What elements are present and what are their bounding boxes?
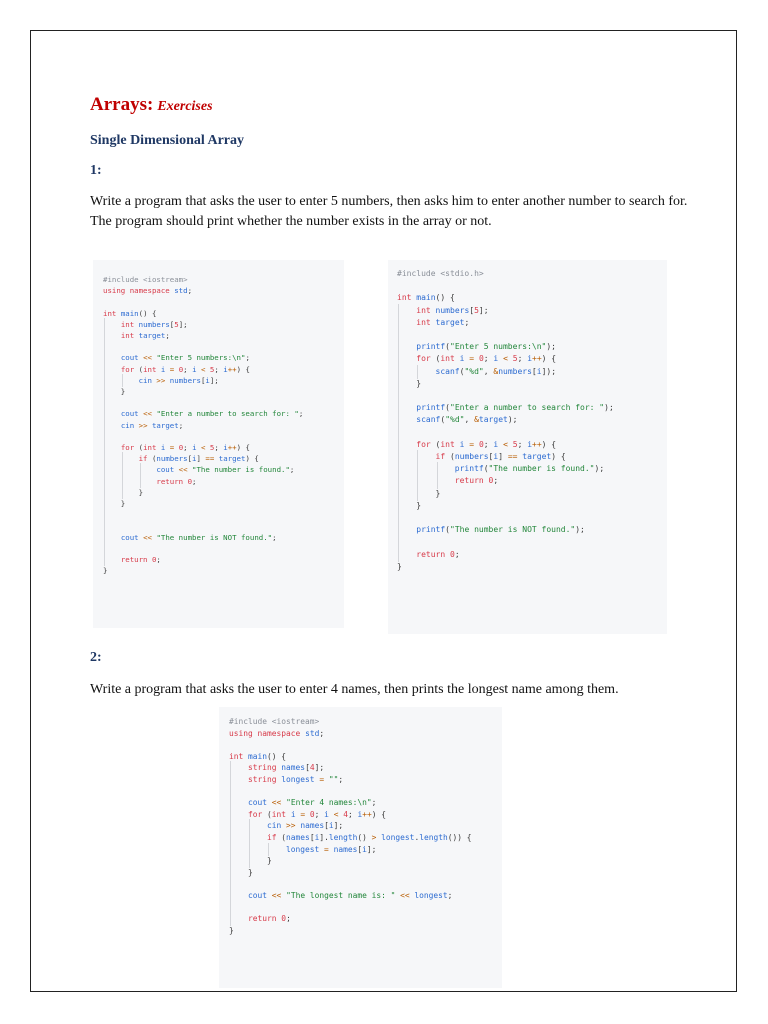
title-subtitle: Exercises (157, 99, 213, 114)
code-line: using namespace std; (229, 728, 325, 738)
code-line: cin >> names[i]; (229, 820, 502, 832)
code-line: using namespace std; (103, 286, 193, 296)
code-line: for (int i = 0; i < 5; i++) { (103, 364, 344, 375)
code-block-c-search (388, 260, 667, 634)
code-line (397, 280, 667, 292)
code-line: for (int i = 0; i < 5; i++) { (397, 353, 667, 365)
code-line: } (397, 488, 667, 500)
code-line: cout << "Enter 4 names:\n"; (229, 797, 502, 809)
code-line (103, 397, 344, 408)
code-line: cout << "Enter a number to search for: "; (103, 408, 344, 419)
code-line: return 0; (103, 554, 344, 565)
code-line: int target; (397, 317, 667, 329)
code-line (397, 390, 667, 402)
code-line: #include <stdio.h> (397, 269, 484, 278)
code-block-cpp-longest (219, 707, 502, 988)
code-line: } (397, 378, 667, 390)
code-line: for (int i = 0; i < 4; i++) { (229, 809, 502, 821)
code-line: int numbers[5]; (103, 319, 344, 330)
code-line (397, 512, 667, 524)
code-line: scanf("%d", &numbers[i]); (397, 366, 667, 378)
code-line: int target; (103, 330, 344, 341)
code-line: printf("Enter 5 numbers:\n"); (397, 341, 667, 353)
code-line (103, 509, 344, 520)
code-line: return 0; (103, 476, 344, 487)
code-line: scanf("%d", &target); (397, 414, 667, 426)
code-line: for (int i = 0; i < 5; i++) { (103, 442, 344, 453)
code-line: string longest = ""; (229, 774, 502, 786)
code-line: cout << "The number is NOT found."; (103, 532, 344, 543)
code-line: if (names[i].length() > longest.length()) { (229, 832, 502, 844)
code-line: } (229, 855, 502, 867)
code-line: printf("The number is found."); (397, 463, 667, 475)
code-line: } (103, 498, 344, 509)
code-line: int main() { (397, 293, 455, 303)
code-line: if (numbers[i] == target) { (397, 451, 667, 463)
code-line: int main() { (229, 751, 287, 761)
code-line: printf("The number is NOT found."); (397, 524, 667, 536)
exercise-2-number: 2: (90, 650, 102, 665)
exercise-1-number: 1: (90, 163, 102, 178)
code-line: printf("Enter a number to search for: "); (397, 402, 667, 414)
code-line: for (int i = 0; i < 5; i++) { (397, 439, 667, 451)
code-block-cpp-search (93, 260, 344, 628)
code-line: cout << "The number is found."; (103, 464, 344, 475)
code-line (397, 427, 667, 439)
code-line: return 0; (229, 913, 502, 925)
code-line (103, 341, 344, 352)
code-line: #include <iostream> (229, 717, 320, 726)
code-line (229, 902, 502, 914)
code-line (397, 329, 667, 341)
code-line: } (103, 487, 344, 498)
code-line: } (229, 867, 502, 879)
title-main: Arrays: (90, 94, 154, 115)
exercise-1-prompt: Write a program that asks the user to enter 5 numbers, then asks him to enter another number to search for. The program should print whether the number exists in the array or not. (90, 194, 688, 229)
code-line (103, 431, 344, 442)
code-line: } (103, 386, 344, 397)
code-line: } (229, 925, 234, 935)
code-line (103, 296, 344, 307)
code-line: } (103, 566, 108, 576)
code-line: int numbers[5]; (397, 305, 667, 317)
code-line (229, 878, 502, 890)
code-line: if (numbers[i] == target) { (103, 453, 344, 464)
code-line: cout << "The longest name is: " << longest; (229, 890, 502, 902)
section-heading: Single Dimensional Array (90, 133, 245, 148)
code-line (229, 739, 502, 751)
code-line: #include <iostream> (103, 275, 188, 284)
code-line (229, 786, 502, 798)
exercise-2-prompt: Write a program that asks the user to enter 4 names, then prints the longest name among them. (90, 682, 619, 697)
code-line: } (397, 500, 667, 512)
code-line: cin >> target; (103, 420, 344, 431)
code-line: cin >> numbers[i]; (103, 375, 344, 386)
code-line: int main() { (103, 308, 157, 318)
code-line: longest = names[i]; (229, 844, 502, 856)
code-line: return 0; (397, 475, 667, 487)
code-line (103, 520, 344, 531)
code-line (103, 543, 344, 554)
code-line: cout << "Enter 5 numbers:\n"; (103, 352, 344, 363)
code-line: string names[4]; (229, 762, 502, 774)
code-line (397, 536, 667, 548)
code-line: } (397, 561, 402, 571)
code-line: return 0; (397, 549, 667, 561)
document-title (90, 94, 213, 116)
